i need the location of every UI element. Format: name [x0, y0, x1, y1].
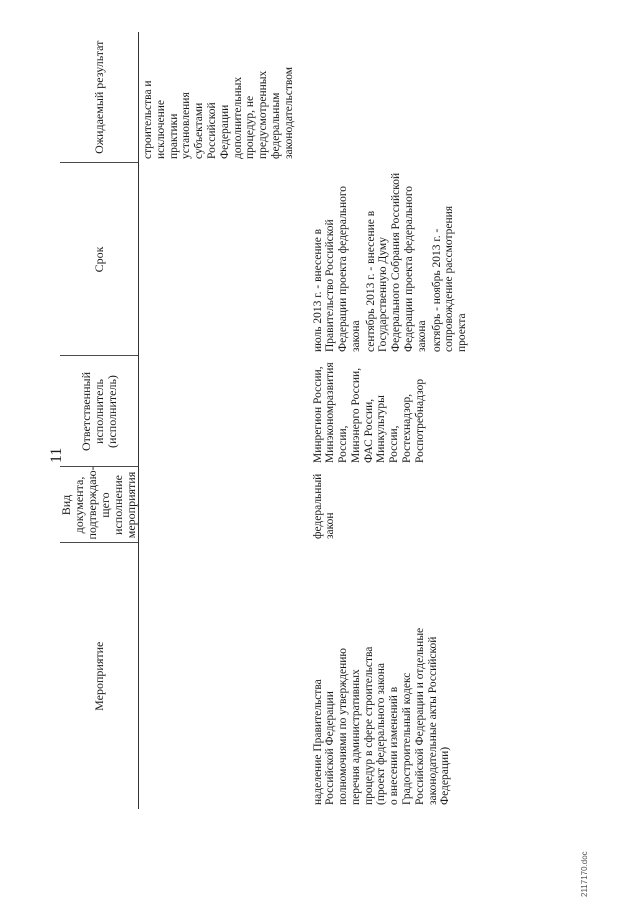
table-row — [309, 32, 473, 809]
cell-document-type — [139, 467, 309, 543]
document-filename: 2117170.doc — [580, 851, 589, 897]
cell-expected-result — [309, 32, 473, 163]
cell-activity: наделение Правительства Российской Федерации полномочиями по утверждению перечня административных процедур в сфере строительства (проект федерального закона о внесении изменений в Градостроительный кодекс Российской Федерации и отдельные законодательные акты Российской Федерации) — [311, 627, 452, 805]
table-row — [139, 32, 309, 809]
cell-responsible: Минрегион России, Минэкономразвития России, Минэнерго России, ФАС России, Минкультуры России, Ростехнадзор, Роспотребнадзор — [311, 362, 426, 463]
activities-table — [60, 32, 472, 809]
header-expected-result: Ожидаемый результат — [60, 32, 139, 163]
header-activity: Мероприятие — [60, 543, 139, 809]
header-document-type: Вид документа, подтверждаю-щего исполнение мероприятия — [60, 467, 139, 543]
cell-deadline — [139, 163, 309, 356]
header-responsible: Ответственный исполнитель (исполнитель) — [60, 356, 139, 467]
deadline-item: сентябрь 2013 г. - внесение в Государственную Думу Федерального Собрания Российской Федерации проекта федерального закона — [364, 172, 428, 352]
cell-deadline — [309, 163, 473, 356]
deadline-item: июль 2013 г. - внесение в Правительство Российской Федерации проекта федерального закона — [311, 185, 362, 352]
cell-activity — [139, 543, 309, 809]
cell-expected-result: строительства и исключение практики установления субъектами Российской Федерации дополнительных процедур, не предусмотренных федеральным законодательством — [142, 66, 295, 159]
header-deadline: Срок — [60, 163, 139, 356]
cell-responsible — [139, 356, 309, 467]
deadline-item: октябрь - ноябрь 2013 г. - сопровождение рассмотрения проекта — [430, 205, 469, 352]
cell-document-type: федеральный закон — [311, 473, 337, 539]
page-number: 11 — [48, 447, 65, 463]
table-header-row — [60, 32, 139, 809]
